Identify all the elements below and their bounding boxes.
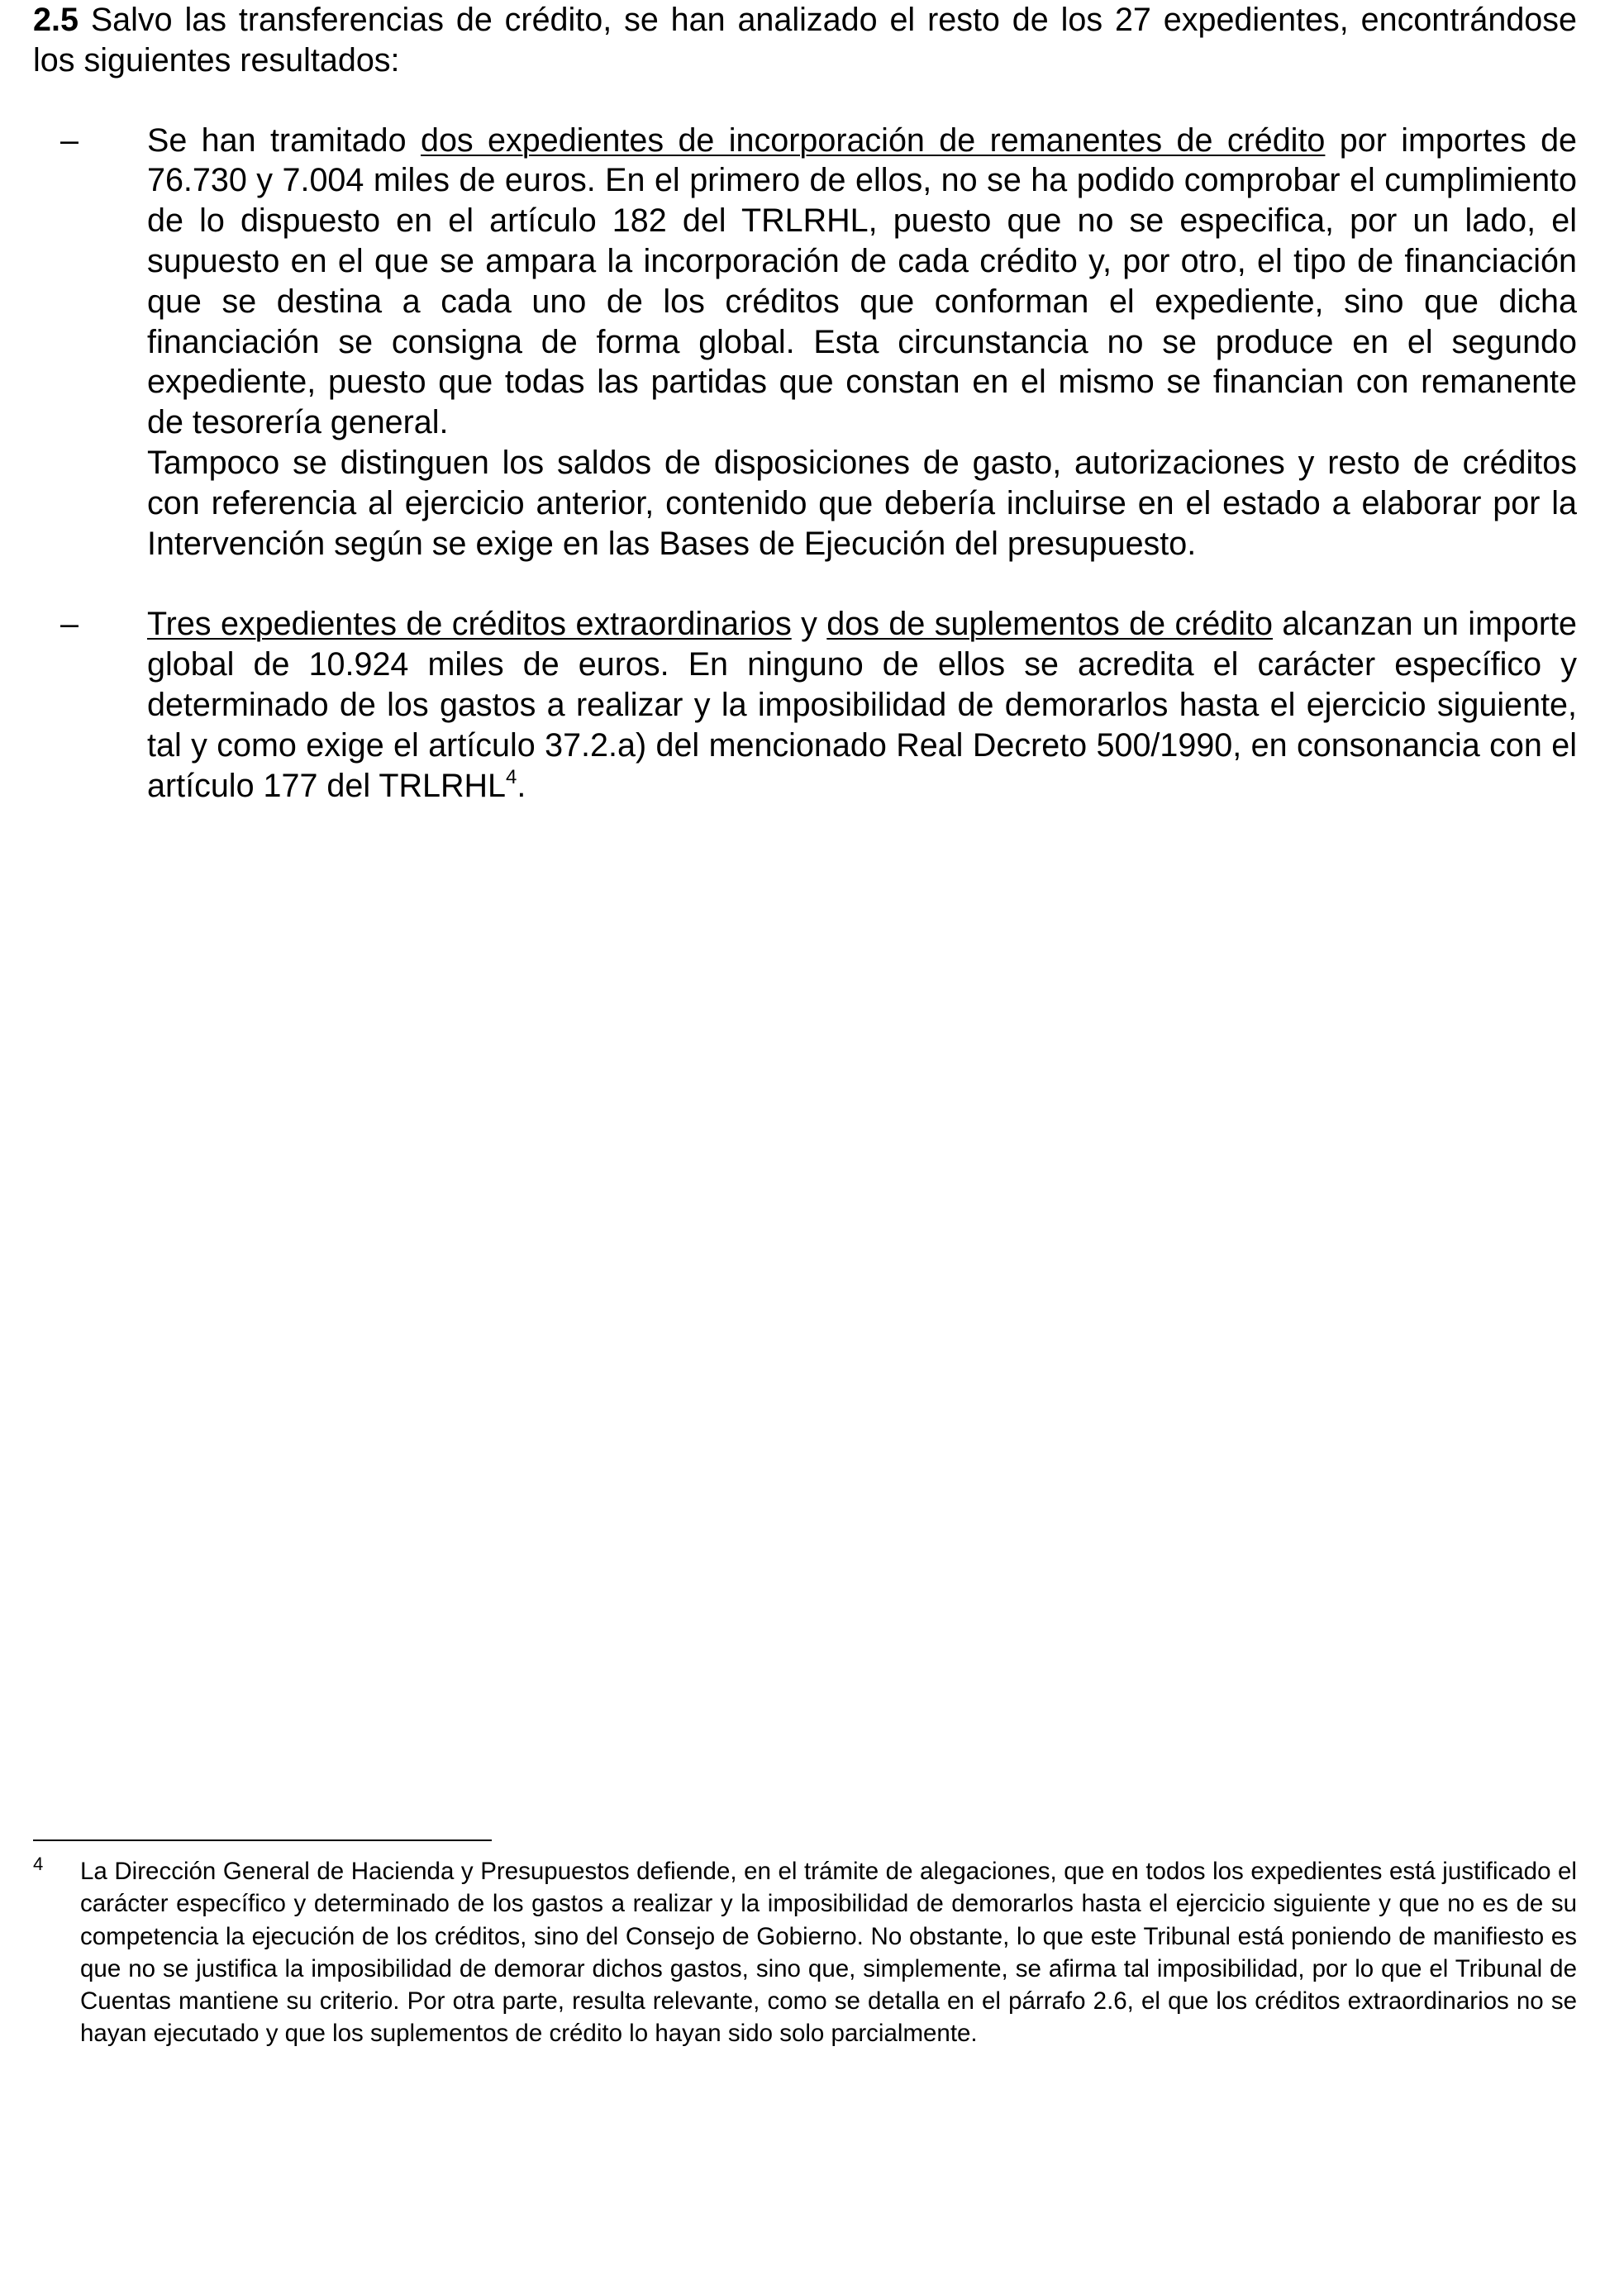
bullet-second-paragraph: Tampoco se distinguen los saldos de disposiciones de gasto, autorizaciones y resto de créditos con referencia al ejercicio anterior, contenido que debería incluirse en el estado a elaborar por la Intervención según se exige en las Bases de Ejecución del presupuesto. (147, 444, 1577, 562)
footnote-text: La Dirección General de Hacienda y Presupuestos defiende, en el trámite de alegaciones, que en todos los expedientes está justificado el carácter específico y determinado de los gastos a realizar y la imposibilidad de demorarlos hasta el ejercicio siguiente y que no es de su competencia la ejecución de los créditos, sino del Consejo de Gobierno. No obstante, lo que este Tribunal está poniendo de manifiesto es que no se justifica la imposibilidad de demorar dichos gastos, sino que, simplemente, se afirma tal imposibilidad, por lo que el Tribunal de Cuentas mantiene su criterio. Por otra parte, resulta relevante, como se detalla en el párrafo 2.6, el que los créditos extraordinarios no se hayan ejecutado y que los suplementos de crédito lo hayan sido solo parcialmente. (80, 1858, 1577, 2048)
bullet-text-post: por importes de 76.730 y 7.004 miles de euros. En el primero de ellos, no se ha podido comprobar el cumplimiento de lo dispuesto en el artículo 182 del TRLRHL, puesto que no se especifica, por un lado, el supuesto en el que se ampara la incorporación de cada crédito y, por otro, el tipo de financiación que se destina a cada uno de los créditos que conforman el expediente, sino que dicha financiación se consigna de forma global. Esta circunstancia no se produce en el segundo expediente, puesto que todas las partidas que constan en el mismo se financian con remanente de tesorería general. (147, 121, 1578, 441)
underlined-phrase: dos expedientes de incorporación de remanentes de crédito (421, 121, 1326, 159)
footnote-separator (33, 1839, 492, 1841)
bullet-item-creditos-extraordinarios (33, 604, 1577, 806)
connector-text: y (791, 606, 827, 643)
bullet-text-end: . (517, 767, 526, 804)
bullet-paragraph (147, 604, 1577, 806)
footnote (33, 1855, 1577, 2050)
bullet-text-pre: Se han tramitado (147, 121, 421, 159)
underlined-phrase: Tres expedientes de créditos extraordinarios (147, 606, 792, 643)
bullet-item-incorporacion (33, 121, 1577, 564)
intro-paragraph (33, 0, 1577, 81)
footnote-marker: 4 (33, 1854, 44, 1874)
bullet-text-post: alcanzan un importe global de 10.924 miles de euros. En ninguno de ellos se acredita el carácter específico y determinado de los gastos a realizar y la imposibilidad de demorarlos hasta el ejercicio siguiente, tal y como exige el artículo 37.2.a) del mencionado Real Decreto 500/1990, en consonancia con el artículo 177 del TRLRHL (147, 606, 1578, 804)
dash-bullet-icon: – (60, 606, 79, 643)
intro-text: Salvo las transferencias de crédito, se han analizado el resto de los 27 expedientes, encontrándose los siguientes resultados: (33, 2, 1577, 79)
bullet-paragraph (147, 121, 1577, 443)
dash-bullet-icon: – (60, 121, 79, 159)
underlined-phrase: dos de suplementos de crédito (826, 606, 1274, 643)
section-number: 2.5 (33, 2, 79, 38)
footnote-reference[interactable]: 4 (506, 765, 517, 788)
main-body (33, 0, 1577, 806)
